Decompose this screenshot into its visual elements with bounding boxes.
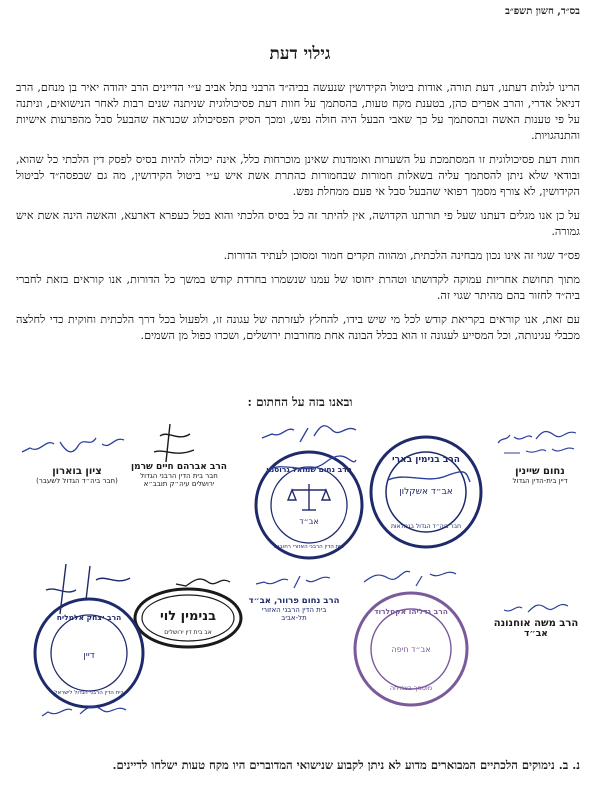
- stamp-middle-text: דיין: [83, 651, 95, 661]
- handwritten-signature: [140, 422, 200, 466]
- stamp-bottom-text: תל-אביב: [281, 614, 307, 622]
- handwritten-signature: [254, 570, 334, 594]
- handwritten-signature: [260, 420, 360, 450]
- stamp-top-text: הרב נחום שמואל גרוסמן: [266, 465, 352, 474]
- paragraph: חוות דעת פסיכולוגית זו המסתמכת על השערות ואומדנות שאינן מוכרחות כלל, אינה יכולה להיות בסיס לפסק דין הלכתי כל שהוא, ובודאי שלא ניתן להסתמך עליה בשאלות חמורות שבחמורות כהתרת אשת איש ע״י ביטול הקידושין, מה גם שבפסה״ד לביטול הקידושין, לא צורף מסמך רפואי שהבעל סבל אי פעם ממחלת נפש.: [16, 153, 580, 198]
- document-title: גילוי דעת: [269, 44, 331, 64]
- rabbinical-stamp: [252, 448, 366, 562]
- rabbinical-stamp: [366, 432, 486, 552]
- signature-heading: ובאנו בזה על החתום :: [247, 395, 353, 409]
- stamp-middle-text: אב״ד חיפה: [391, 645, 431, 654]
- stamp-middle-text: בית הדין הרבני האזורי: [261, 606, 327, 614]
- footnote: נ. ב. נימוקים הלכתיים המבוארים מדוע לא ניתן לקבוע שנישואי המדוברים היו מקח טעות ישלחו לדיינים.: [112, 758, 580, 772]
- rabbinical-stamp: [244, 596, 344, 622]
- rabbinical-stamp: [116, 462, 242, 488]
- signatory-name: נחום שיינין: [515, 466, 565, 477]
- signatory-name: ציון בוארון: [52, 466, 102, 477]
- handwritten-signature: [40, 700, 130, 722]
- stamp-middle-text: חבר בית הדין הרבני הגדול: [140, 472, 218, 480]
- stamp-bottom-text: חבר ביה״ד הגדול בגמלאות: [390, 523, 462, 530]
- signatory-block: [22, 466, 132, 485]
- stamp-bottom-text: אב בית דין ירושלים: [164, 629, 212, 636]
- handwritten-signature: [36, 560, 146, 630]
- stamp-middle-text: אב״ד: [299, 517, 319, 526]
- handwritten-signature: [360, 566, 460, 590]
- rabbinical-stamp: [132, 586, 244, 650]
- paragraph: עם זאת, אנו קוראים בקריאת קודש לכל מי שיש בידו, להחלץ לעזרתה של עגונה זו, ולפעול בכל דרך הלכתית וחוקית כדי לחלצה מכבלי עגינותה, וכל המסייע לעגונה זו הוא בכלל הבונה אחת מחורבות ירושלים, ושכרו כפול מן השמים.: [16, 313, 580, 342]
- signatory-name: הרב משה אוחנונה: [493, 618, 579, 629]
- signatory-role: אב״ד: [524, 629, 548, 639]
- handwritten-signature: [18, 430, 128, 466]
- paragraph: על כן אנו מגלים דעתנו שעל פי תורתנו הקדושה, אין להיתר זה כל בסיס הלכתי והוא בטל כעפרא דארעא, והאשה הינה אשת איש גמורה.: [16, 209, 580, 238]
- paragraph: מתוך תחושת אחריות עמוקה לקדושתו וטהרת יחוסו של עמנו שנשמרו בחרדת קודש במשך כל הדורות, אנו קוראים בזאת לחברי ביה״ד לחזור בהם מהיתר שגוי זה.: [16, 273, 580, 302]
- stamp-bottom-text: ירושלים עיה״ק תובב״א: [143, 480, 215, 488]
- paragraph: פס״ד שגוי זה אינו נכון מבחינה הלכתית, ומהווה תקדים חמור ומסוכן לעתיד הדורות.: [223, 249, 580, 262]
- signatory-role: דיין בית-הדין הגדול: [512, 477, 568, 485]
- stamp-top-text: בנימין לוי: [159, 609, 217, 624]
- stamp-top-text: הרב בנימין בארי: [392, 455, 460, 465]
- signatory-block: [490, 466, 590, 485]
- stamp-top-text: הרב יצחק אלמליח: [56, 613, 122, 622]
- scales-icon: [288, 484, 330, 510]
- stamp-top-text: הרב נחום פרוור, אב״ד: [248, 596, 340, 606]
- rabbinical-stamp: [350, 588, 472, 710]
- stamp-top-text: הרב אברהם חיים שרמן: [131, 462, 227, 472]
- stamp-middle-text: אב״ד אשקלון: [399, 487, 453, 497]
- paragraph: הרינו לגלות דעתנו, דעת תורה, אודות ביטול הקידושין שנעשה בביה״ד הרבני בתל אביב ע״י הדיינים הרב יהודה יאיר בן מנחם, הרב דניאל אדרי, והרב אפרים כהן, בטענת מקח טעות, בהסתמך על חוות דעת פסיכולוגית שניתנה שנים רבות לאחר הנישואים, וניתנה על פי טענות האשה ובהסתמך על כך שאבי הבעל היה חולה נפש, ומכך הסיק הפסיכולוג שכנראה שהבעל סבל מהפרעות אישיות והתנהגויות.: [16, 81, 580, 142]
- document-date: בס״ד, חשון תשפ״ב: [505, 6, 580, 17]
- stamp-bottom-text: בית הדין הרבני האזורי רחובות: [274, 544, 344, 550]
- stamp-top-text: הרב נדליהו אקסלרוד: [374, 607, 448, 616]
- stamp-bottom-text: בית הדין הרבני הגדול לישראל: [54, 690, 124, 696]
- handwritten-signature: [496, 425, 582, 465]
- document-body: [16, 80, 580, 352]
- signatory-role: (חבר ביה״ד הגדול לשעבר): [36, 477, 118, 485]
- handwritten-signature: [502, 598, 572, 620]
- signatory-block: [486, 618, 586, 639]
- stamp-bottom-text: מוסמך בצמיחה: [389, 684, 433, 692]
